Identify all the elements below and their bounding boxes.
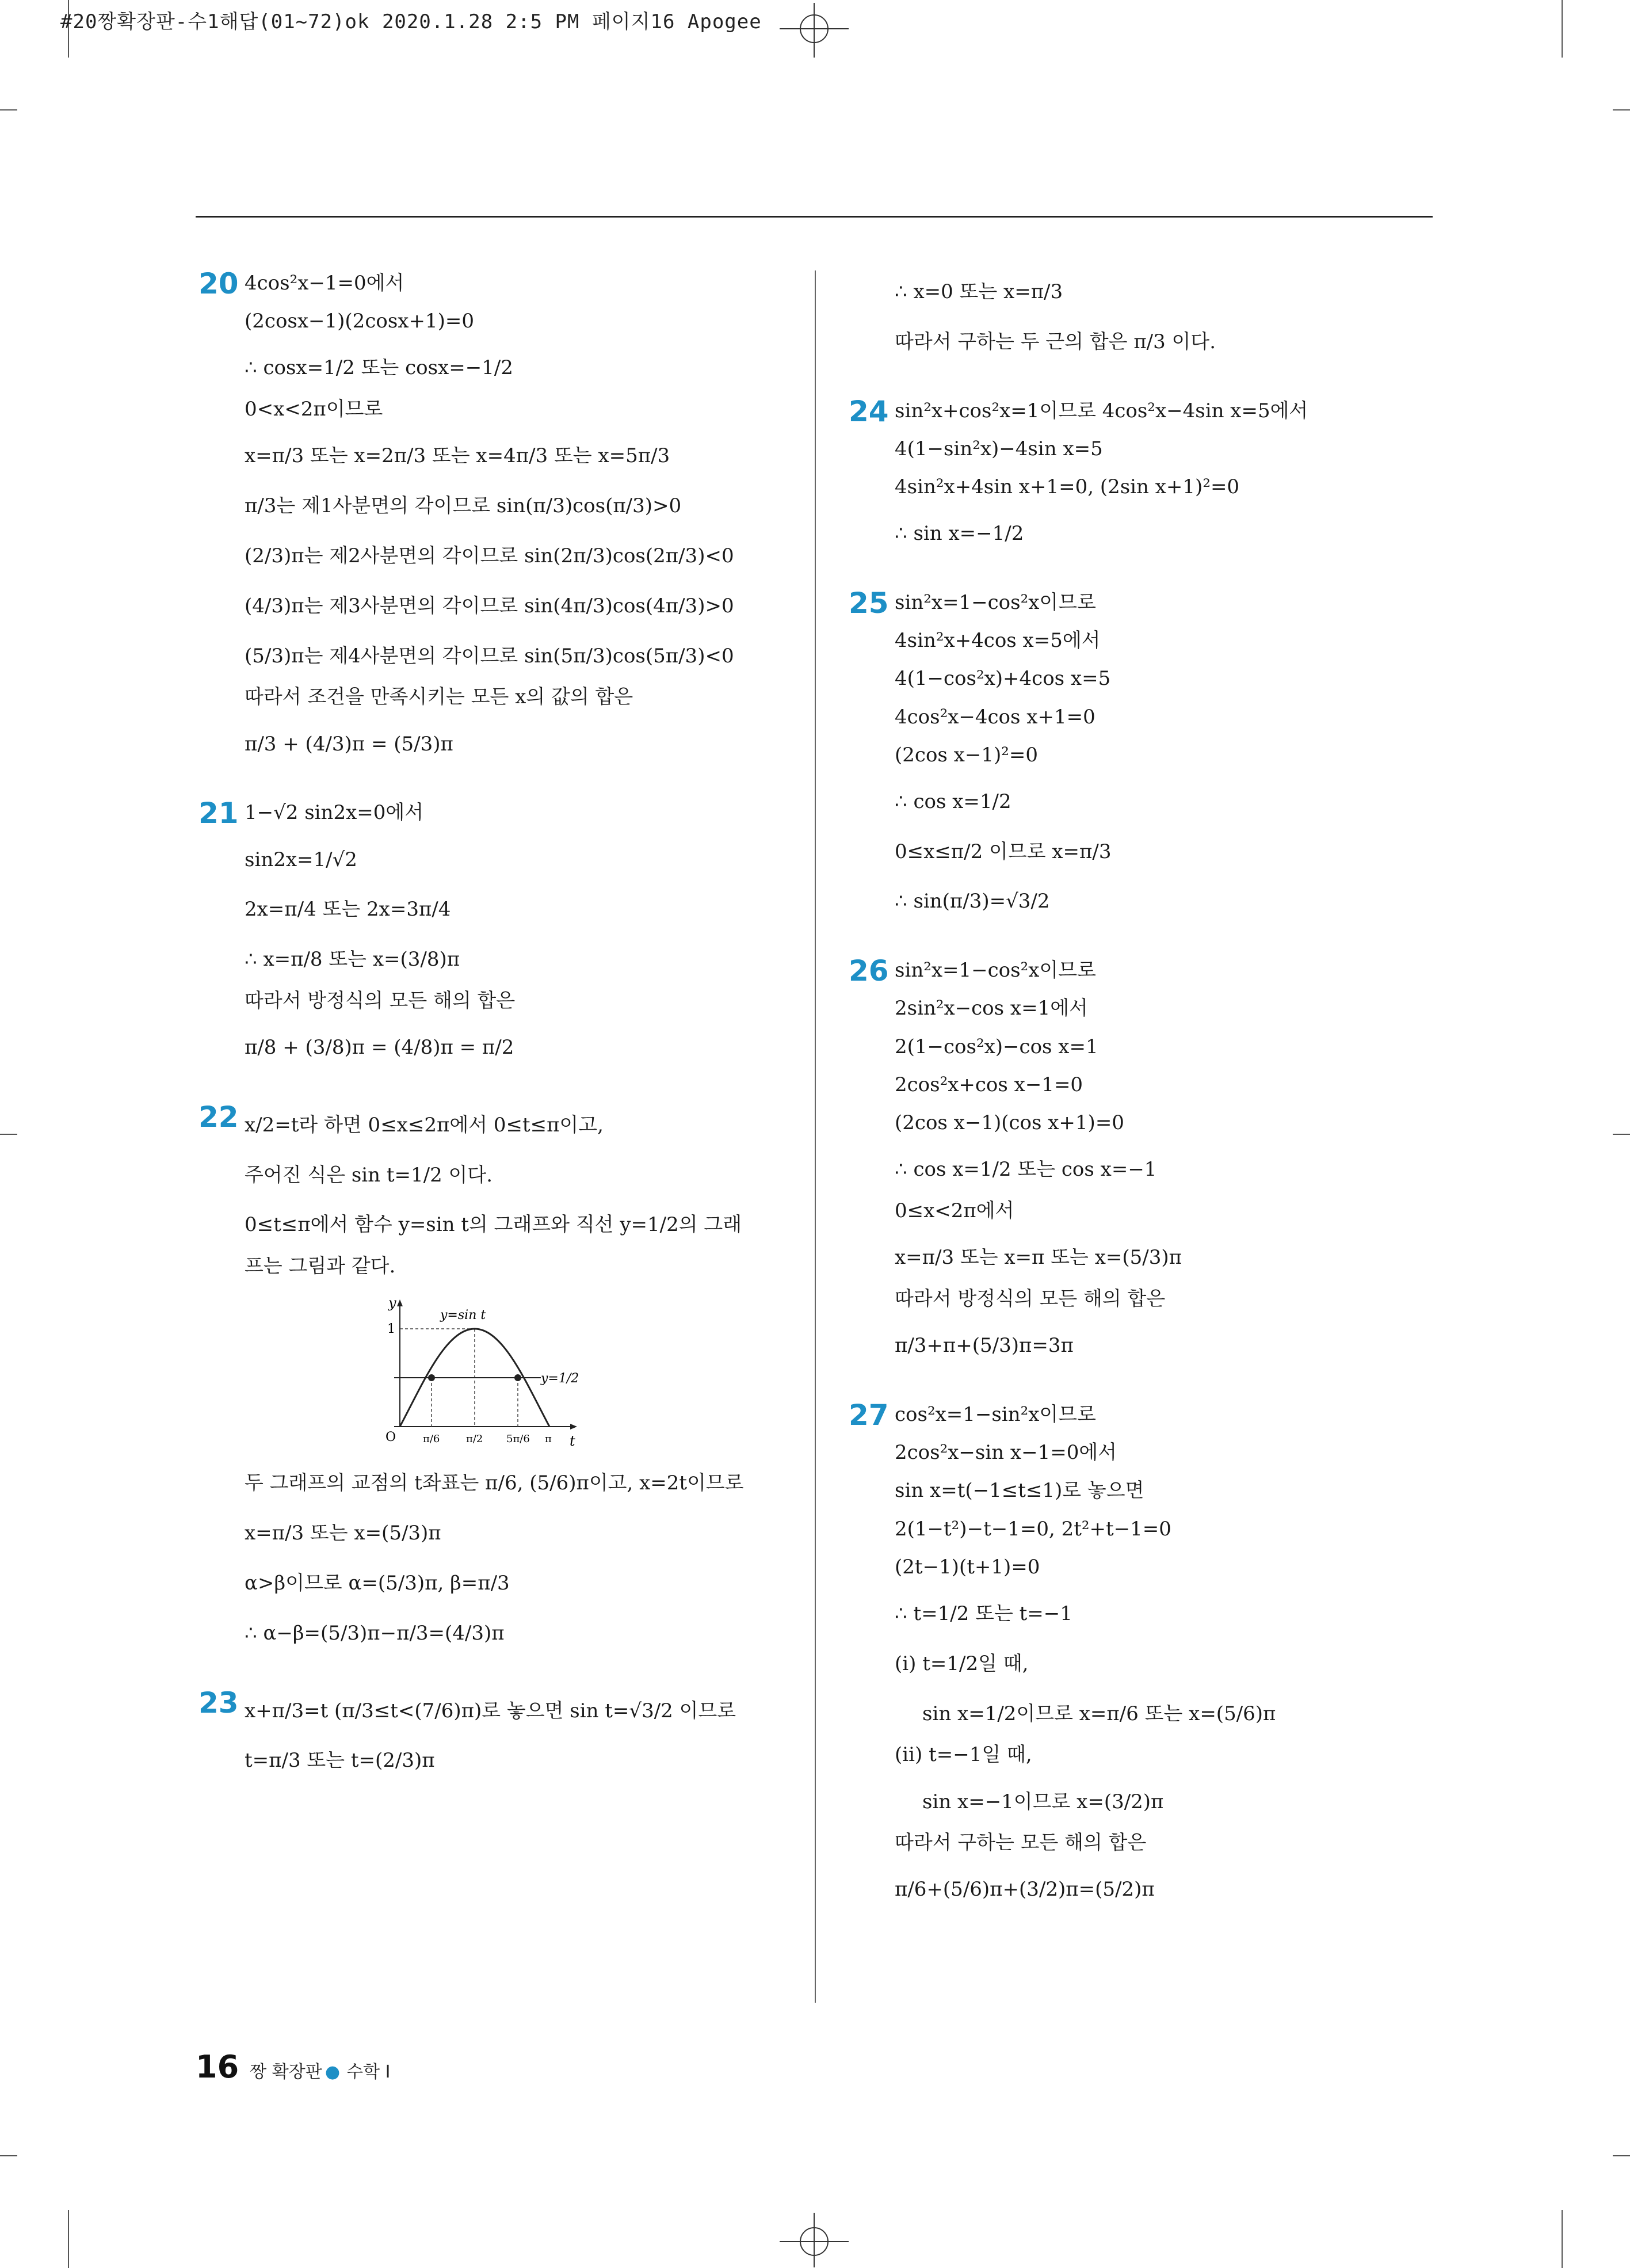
problem-26 xyxy=(849,954,1430,1367)
solution-line: 0<x<2π이므로 xyxy=(245,398,383,421)
x-axis-arrow xyxy=(570,1424,577,1430)
solution-line: (2cos x−1)²=0 xyxy=(895,743,1038,767)
solution-line: π/3는 제1사분면의 각이므로 sin(π/3)cos(π/3)>0 xyxy=(245,494,682,518)
solution-line: ∴ x=0 또는 x=π/3 xyxy=(895,280,1063,303)
solution-line: (2cosx−1)(2cosx+1)=0 xyxy=(245,310,474,333)
solution-line: 2(1−t²)−t−1=0, 2t²+t−1=0 xyxy=(895,1517,1171,1541)
solution-line: (ⅱ) t=−1일 때, xyxy=(895,1743,1032,1767)
solution-line: ∴ cosx=1/2 또는 cosx=−1/2 xyxy=(245,356,513,380)
problem-number: 24 xyxy=(849,394,889,428)
solution-line: 2sin²x−cos x=1에서 xyxy=(895,997,1088,1020)
solution-line: t=π/3 또는 t=(2/3)π xyxy=(245,1749,435,1773)
crop-mark xyxy=(68,2210,69,2268)
subject-label: 수학 I xyxy=(346,2062,391,2082)
problem-number: 20 xyxy=(198,267,239,300)
origin-label: O xyxy=(385,1430,396,1445)
solution-line: 4sin²x+4cos x=5에서 xyxy=(895,629,1101,653)
left-column xyxy=(198,267,780,1817)
solution-line: π/3 + (4/3)π = (5/3)π xyxy=(245,732,453,756)
one-label: 1 xyxy=(387,1322,395,1337)
solution-line: ∴ t=1/2 또는 t=−1 xyxy=(895,1602,1072,1625)
solution-line: 주어진 식은 sin t=1/2 이다. xyxy=(245,1163,493,1187)
problem-23 xyxy=(198,1686,780,1783)
solution-line: ∴ cos x=1/2 xyxy=(895,790,1011,813)
solution-line: ∴ sin(π/3)=√3/2 xyxy=(895,890,1050,913)
solution-line: (2/3)π는 제2사분면의 각이므로 sin(2π/3)cos(2π/3)<0 xyxy=(245,544,734,567)
column-divider xyxy=(815,270,816,2003)
solution-line: 2(1−cos²x)−cos x=1 xyxy=(895,1035,1098,1058)
solution-line: π/3+π+(5/3)π=3π xyxy=(895,1334,1074,1358)
solution-line: ∴ α−β=(5/3)π−π/3=(4/3)π xyxy=(245,1621,505,1645)
crop-mark xyxy=(0,1134,17,1135)
solution-line: sin²x=1−cos²x이므로 xyxy=(895,959,1096,982)
solution-line: cos²x=1−sin²x이므로 xyxy=(895,1402,1096,1426)
solution-line: sin x=−1이므로 x=(3/2)π xyxy=(922,1790,1164,1813)
right-column xyxy=(849,270,1430,1946)
page-footer xyxy=(196,2049,390,2085)
crop-mark xyxy=(1613,1134,1630,1135)
crop-mark xyxy=(0,2155,17,2156)
solution-line: sin x=1/2이므로 x=π/6 또는 x=(5/6)π xyxy=(922,1702,1276,1725)
intersection-point xyxy=(428,1374,435,1381)
problem-number: 23 xyxy=(198,1686,239,1720)
x-axis-label: t xyxy=(570,1433,575,1447)
problem-number: 22 xyxy=(198,1100,239,1134)
solution-line: π/6+(5/6)π+(3/2)π=(5/2)π xyxy=(895,1878,1155,1901)
curve-label: y=sin t xyxy=(440,1308,486,1323)
sine-graph xyxy=(377,1297,584,1447)
solution-line: x=π/3 또는 x=π 또는 x=(5/3)π xyxy=(895,1246,1182,1270)
problem-25 xyxy=(849,586,1430,923)
problem-24 xyxy=(849,394,1430,555)
y-axis-label: y xyxy=(388,1297,396,1312)
crop-mark xyxy=(1613,2155,1630,2156)
solution-line: sin²x+cos²x=1이므로 4cos²x−4sin x=5에서 xyxy=(895,399,1308,422)
solution-line: x=π/3 또는 x=2π/3 또는 x=4π/3 또는 x=5π/3 xyxy=(245,444,670,468)
registration-mark xyxy=(777,3,852,60)
solution-line: α>β이므로 α=(5/3)π, β=π/3 xyxy=(245,1572,510,1595)
solution-line: sin2x=1/√2 xyxy=(245,848,357,871)
solution-line: 두 그래프의 교점의 t좌표는 π/6, (5/6)π이고, x=2t이므로 xyxy=(245,1472,744,1495)
solution-line: ∴ x=π/8 또는 x=(3/8)π xyxy=(245,948,460,971)
problem-number: 26 xyxy=(849,954,889,988)
crop-mark xyxy=(1562,0,1563,58)
solution-line: 따라서 구하는 모든 해의 합은 xyxy=(895,1831,1147,1855)
solution-line: ∴ sin x=−1/2 xyxy=(895,522,1024,546)
solution-line: 0≤x<2π에서 xyxy=(895,1199,1014,1223)
problem-27 xyxy=(849,1398,1430,1911)
solution-line: 따라서 구하는 두 근의 합은 π/3 이다. xyxy=(895,330,1216,353)
problem-21 xyxy=(198,796,780,1069)
crop-mark xyxy=(1613,109,1630,110)
solution-line: 0≤x≤π/2 이므로 x=π/3 xyxy=(895,840,1112,863)
book-title: 짱 확장판 xyxy=(250,2062,322,2082)
intersection-point xyxy=(514,1374,521,1381)
solution-line: π/8 + (3/8)π = (4/8)π = π/2 xyxy=(245,1036,514,1059)
tick-label: π/6 xyxy=(423,1433,440,1446)
solution-line: 2cos²x−sin x−1=0에서 xyxy=(895,1441,1117,1465)
top-rule xyxy=(196,216,1433,218)
problem-23-continued xyxy=(849,270,1430,364)
solution-line: 프는 그림과 같다. xyxy=(245,1255,396,1278)
solution-line: 4sin²x+4sin x+1=0, (2sin x+1)²=0 xyxy=(895,475,1240,498)
page-number: 16 xyxy=(196,2049,239,2085)
problem-number: 25 xyxy=(849,586,889,620)
crop-mark xyxy=(1562,2210,1563,2268)
solution-line: sin²x=1−cos²x이므로 xyxy=(895,590,1096,614)
solution-line: ∴ cos x=1/2 또는 cos x=−1 xyxy=(895,1158,1157,1181)
solution-line: 따라서 조건을 만족시키는 모든 x의 값의 합은 xyxy=(245,685,633,709)
problem-20 xyxy=(198,267,780,765)
solution-line: 4cos²x−1=0에서 xyxy=(245,272,404,295)
problem-number: 21 xyxy=(198,796,239,830)
solution-line: 2x=π/4 또는 2x=3π/4 xyxy=(245,898,451,921)
solution-line: (5/3)π는 제4사분면의 각이므로 sin(5π/3)cos(5π/3)<0 xyxy=(245,644,734,668)
solution-line: (4/3)π는 제3사분면의 각이므로 sin(4π/3)cos(4π/3)>0 xyxy=(245,594,734,617)
y-axis-arrow xyxy=(397,1299,403,1306)
solution-line: 1−√2 sin2x=0에서 xyxy=(245,801,424,825)
print-header: #20짱확장판-수1해답(01~72)ok 2020.1.28 2:5 PM 페이지16 Apogee xyxy=(60,10,762,33)
tick-label: π/2 xyxy=(466,1433,483,1446)
solution-line: sin x=t(−1≤t≤1)로 놓으면 xyxy=(895,1479,1144,1503)
solution-line: x+π/3=t (π/3≤t<(7/6)π)로 놓으면 sin t=√3/2 이므로 xyxy=(245,1699,736,1722)
solution-line: x/2=t라 하면 0≤x≤2π에서 0≤t≤π이고, xyxy=(245,1113,604,1137)
solution-line: (2cos x−1)(cos x+1)=0 xyxy=(895,1111,1124,1135)
solution-line: (ⅰ) t=1/2일 때, xyxy=(895,1652,1029,1675)
solution-line: (2t−1)(t+1)=0 xyxy=(895,1555,1040,1579)
solution-line: x=π/3 또는 x=(5/3)π xyxy=(245,1522,441,1545)
tick-label: π xyxy=(545,1433,552,1446)
problem-22 xyxy=(198,1100,780,1655)
solution-line: 4(1−cos²x)+4cos x=5 xyxy=(895,667,1111,691)
solution-line: 따라서 방정식의 모든 해의 합은 xyxy=(895,1287,1166,1310)
bullet-icon: ● xyxy=(325,2062,340,2082)
line-label: y=1/2 xyxy=(541,1371,579,1386)
solution-line: 따라서 방정식의 모든 해의 합은 xyxy=(245,989,516,1012)
tick-label: 5π/6 xyxy=(506,1433,530,1446)
solution-line: 4(1−sin²x)−4sin x=5 xyxy=(895,437,1103,460)
crop-mark xyxy=(0,109,17,110)
solution-line: 0≤t≤π에서 함수 y=sin t의 그래프와 직선 y=1/2의 그래 xyxy=(245,1213,742,1237)
problem-number: 27 xyxy=(849,1398,889,1432)
solution-line: 2cos²x+cos x−1=0 xyxy=(895,1073,1083,1096)
registration-mark xyxy=(777,2210,852,2267)
solution-line: 4cos²x−4cos x+1=0 xyxy=(895,705,1095,729)
